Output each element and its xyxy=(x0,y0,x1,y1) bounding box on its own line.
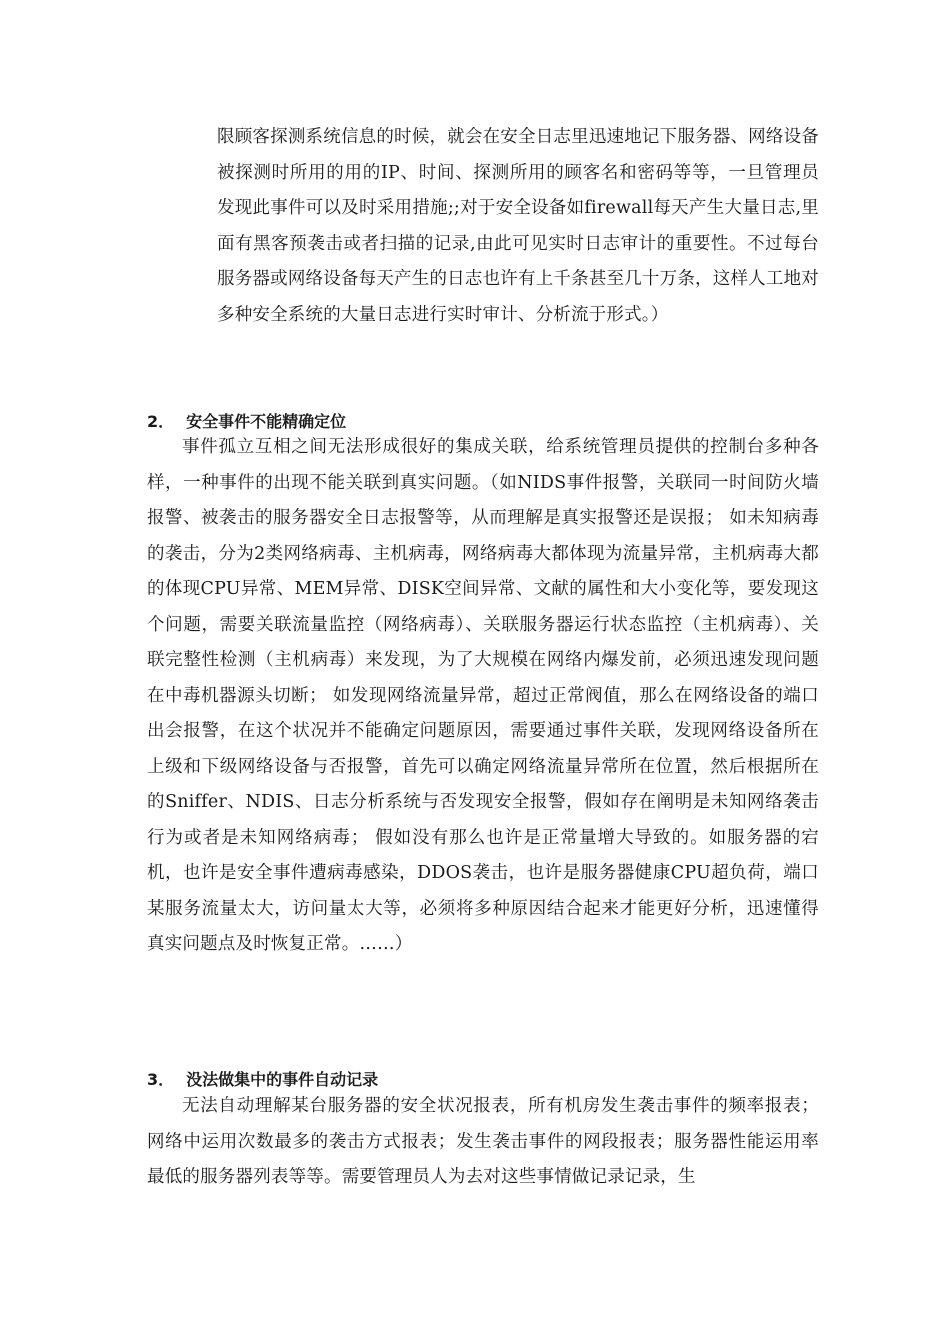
section-3-body: 无法自动理解某台服务器的安全状况报表，所有机房发生袭击事件的频率报表；网络中运用次数最多的袭击方式报表；发生袭击事件的网段报表；服务器性能运用率最低的服务器列表等等。需要管理员人为去对这些事情做记录记录，生 xyxy=(147,1096,819,1187)
section-2-number: 2． xyxy=(147,412,175,431)
section-2-body: 事件孤立互相之间无法形成很好的集成关联，给系统管理员提供的控制台多种各样，一种事件的出现不能关联到真实问题。（如NIDS事件报警，关联同一时间防火墙报警、被袭击的服务器安全日志报警等，从而理解是真实报警还是误报； 如未知病毒的袭击，分为2类网络病毒、主机病毒，网络病毒大都体现为流量异常，主机病毒大都的体现CPU异常、MEM异常、DISK空间异常、文献的属性和大小变化等，要发现这个问题，需要关联流量监控（网络病毒）、关联服务器运行状态监控（主机病毒）、关联完整性检测（主机病毒）来发现，为了大规模在网络内爆发前，必须迅速发现问题在中毒机器源头切断； 如发现网络流量异常，超过正常阀值，那么在网络设备的端口出会报警，在这个状况并不能确定问题原因，需要通过事件关联，发现网络设备所在上级和下级网络设备与否报警，首先可以确定网络流量异常所在位置，然后根据所在的Sniffer、NDIS、日志分析系统与否发现安全报警，假如存在阐明是未知网络袭击行为或者是未知网络病毒； 假如没有那么也许是正常量增大导致的。如服务器的宕机，也许是安全事件遭病毒感染，DDOS袭击，也许是服务器健康CPU超负荷，端口某服务流量太大，访问量太大等，必须将多种原因结合起来才能更好分析，迅速懂得真实问题点及时恢复正常。……） xyxy=(147,437,819,954)
intro-paragraph: 限顾客探测系统信息的时候，就会在安全日志里迅速地记下服务器、网络设备被探测时所用的用的IP、时间、探测所用的顾客名和密码等等，一旦管理员发现此事件可以及时采用措施;;对于安全设备如firewall每天产生大量日志,里面有黑客预袭击或者扫描的记录,由此可见实时日志审计的重要性。不过每台服务器或网络设备每天产生的日志也许有上千条甚至几十万条，这样人工地对多种安全系统的大量日志进行实时审计、分析流于形式。） xyxy=(217,127,819,325)
section-2-title: 安全事件不能精确定位 xyxy=(186,412,347,431)
section-3-number: 3． xyxy=(147,1070,175,1089)
section-3-title: 没法做集中的事件自动记录 xyxy=(186,1070,379,1089)
